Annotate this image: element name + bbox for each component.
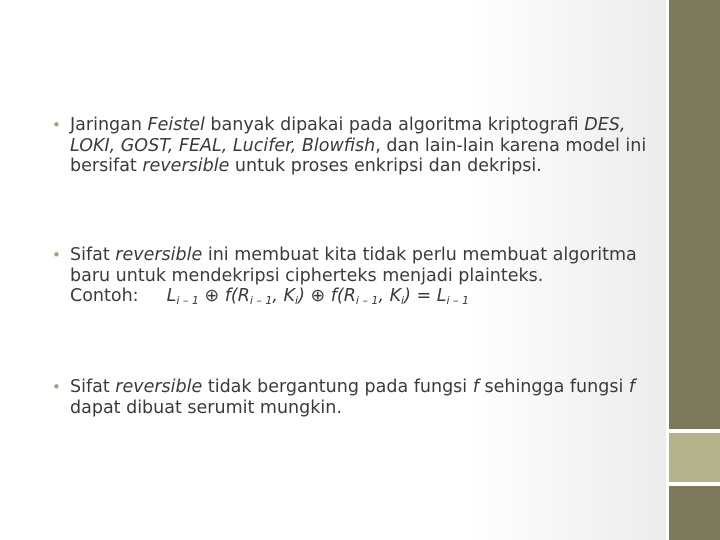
sidebar-top-block: [669, 0, 720, 429]
text-run-italic: Feistel: [147, 115, 205, 135]
bullet-dot-icon: •: [52, 378, 61, 396]
sidebar-bottom-block: [669, 486, 720, 540]
text-run-italic: reversible: [115, 377, 203, 397]
text-run: banyak dipakai pada algoritma kriptografi: [204, 115, 585, 135]
text-run-italic: DES, LOKI, GOST, FEAL, Lucifer, Blowfish: [70, 115, 626, 156]
text-run: sehingga fungsi: [478, 377, 629, 397]
sidebar-accent-block: [669, 433, 720, 482]
bullet-text-3: [70, 377, 635, 418]
text-run-italic: reversible: [142, 156, 230, 176]
text-run-italic: f: [628, 377, 636, 397]
right-decorative-sidebar: [666, 0, 720, 540]
bullet-item-1: [52, 115, 670, 177]
bullet-text-1: [70, 115, 646, 176]
text-run: untuk proses enkripsi dan dekripsi.: [229, 156, 542, 176]
bullet-text-2: [70, 245, 637, 286]
text-run: Sifat: [70, 245, 116, 265]
text-run: Jaringan: [70, 115, 148, 135]
text-run: , dan lain-lain karena model ini bersifat: [70, 135, 647, 176]
bullet-item-2: [52, 245, 670, 307]
text-run-italic: f: [472, 377, 479, 397]
text-run: dapat dibuat serumit mungkin.: [70, 397, 342, 418]
text-run: Sifat: [70, 377, 116, 397]
example-label: Contoh:: [70, 286, 139, 306]
text-run: ini membuat kita tidak perlu membuat algoritma baru untuk mendekripsi cipherteks menjadi plainteks.: [70, 245, 637, 286]
bullet-item-3: [52, 377, 670, 418]
text-run: tidak bergantung pada fungsi: [202, 377, 473, 397]
feistel-formula: $L_{i - 1}$ ⊕ $f(R_{i - 1}$, $K_i$) ⊕ $f(R_{i - 1}$, $K_i) = L_{i - 1}$: [166, 286, 470, 307]
bullet-dot-icon: •: [52, 246, 61, 264]
example-line: [70, 286, 670, 307]
text-run-italic: reversible: [115, 245, 203, 265]
bullet-dot-icon: •: [52, 116, 61, 134]
